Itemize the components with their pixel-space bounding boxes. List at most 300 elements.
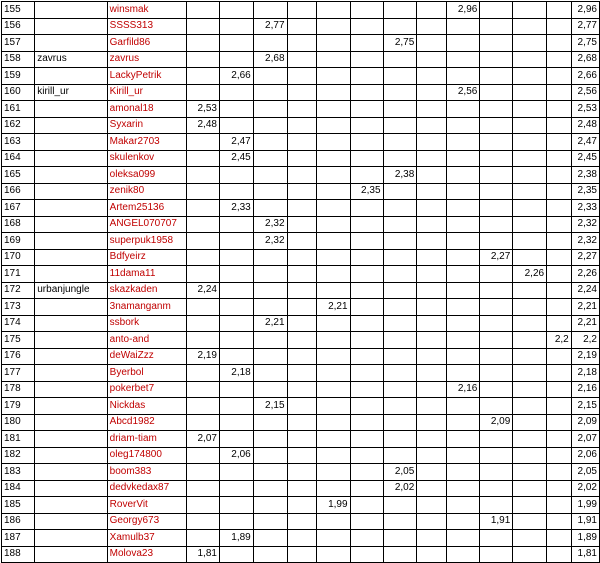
nickname-cell: anto-and [107, 332, 186, 349]
score-cell [350, 134, 383, 151]
score-cell [383, 18, 417, 35]
score-cell [417, 464, 446, 481]
table-row [2, 134, 600, 151]
score-cell [383, 431, 417, 448]
score-cell [446, 332, 480, 349]
nickname-cell: ssbork [107, 315, 186, 332]
score-cell [446, 101, 480, 118]
score-cell [417, 134, 446, 151]
rank-cell: 156 [2, 18, 35, 35]
score-cell [446, 216, 480, 233]
score-cell [186, 18, 219, 35]
score-cell [287, 266, 316, 283]
score-cell [350, 332, 383, 349]
score-cell [480, 447, 513, 464]
score-cell [383, 84, 417, 101]
score-cell [287, 447, 316, 464]
score-cell [350, 365, 383, 382]
score-cell [446, 266, 480, 283]
score-cell [480, 497, 513, 514]
score-cell [547, 84, 572, 101]
score-cell [316, 513, 350, 530]
score-cell [253, 150, 287, 167]
score-cell [480, 332, 513, 349]
score-cell [480, 117, 513, 134]
score-cell [186, 233, 219, 250]
score-cell [480, 101, 513, 118]
rank-cell: 186 [2, 513, 35, 530]
nickname-cell: zenik80 [107, 183, 186, 200]
score-cell [383, 414, 417, 431]
table-row [2, 447, 600, 464]
score-cell: 1,81 [186, 546, 219, 563]
score-cell [316, 464, 350, 481]
score-cell [287, 315, 316, 332]
score-cell [253, 348, 287, 365]
score-cell [417, 35, 446, 52]
total-cell: 2,38 [571, 167, 599, 184]
alias-cell [35, 216, 107, 233]
rank-cell: 157 [2, 35, 35, 52]
score-cell [287, 414, 316, 431]
ranking-table [1, 1, 600, 563]
score-cell [316, 530, 350, 547]
score-cell [287, 51, 316, 68]
score-cell: 1,89 [219, 530, 253, 547]
score-cell [417, 84, 446, 101]
score-cell [446, 431, 480, 448]
table-row [2, 398, 600, 415]
score-cell [316, 348, 350, 365]
score-cell [417, 381, 446, 398]
score-cell [446, 167, 480, 184]
score-cell [287, 299, 316, 316]
rank-cell: 164 [2, 150, 35, 167]
score-cell: 2,27 [480, 249, 513, 266]
score-cell [446, 183, 480, 200]
score-cell [316, 2, 350, 19]
nickname-cell: superpuk1958 [107, 233, 186, 250]
score-cell [316, 480, 350, 497]
score-cell [383, 365, 417, 382]
score-cell [350, 546, 383, 563]
rank-cell: 179 [2, 398, 35, 415]
score-cell [287, 365, 316, 382]
table-row [2, 233, 600, 250]
score-cell [350, 315, 383, 332]
alias-cell [35, 117, 107, 134]
score-cell [350, 68, 383, 85]
score-cell: 1,99 [316, 497, 350, 514]
score-cell [350, 233, 383, 250]
score-cell [513, 464, 547, 481]
score-cell [417, 51, 446, 68]
score-cell [186, 68, 219, 85]
alias-cell [35, 233, 107, 250]
score-cell [350, 266, 383, 283]
total-cell: 2,26 [571, 266, 599, 283]
nickname-cell: Byerbol [107, 365, 186, 382]
score-cell: 2,09 [480, 414, 513, 431]
score-cell [316, 546, 350, 563]
score-cell [316, 150, 350, 167]
nickname-cell: Syxarin [107, 117, 186, 134]
score-cell [446, 68, 480, 85]
score-cell [253, 68, 287, 85]
score-cell [417, 414, 446, 431]
alias-cell [35, 348, 107, 365]
score-cell [186, 84, 219, 101]
score-cell [219, 35, 253, 52]
nickname-cell: 11dama11 [107, 266, 186, 283]
score-cell [316, 35, 350, 52]
score-cell [547, 51, 572, 68]
alias-cell [35, 18, 107, 35]
score-cell [219, 315, 253, 332]
score-cell [513, 167, 547, 184]
score-cell [350, 497, 383, 514]
score-cell [350, 18, 383, 35]
total-cell: 2,2 [571, 332, 599, 349]
total-cell: 2,66 [571, 68, 599, 85]
score-cell [219, 332, 253, 349]
score-cell [547, 546, 572, 563]
score-cell [383, 332, 417, 349]
score-cell [287, 183, 316, 200]
score-cell [383, 2, 417, 19]
score-cell [316, 134, 350, 151]
score-cell [350, 447, 383, 464]
score-cell [513, 35, 547, 52]
score-cell [287, 68, 316, 85]
score-cell [186, 35, 219, 52]
score-cell [287, 546, 316, 563]
score-cell [383, 101, 417, 118]
score-cell: 2,56 [446, 84, 480, 101]
score-cell [186, 299, 219, 316]
nickname-cell: Georgy673 [107, 513, 186, 530]
score-cell [287, 216, 316, 233]
rank-cell: 162 [2, 117, 35, 134]
score-cell: 2,47 [219, 134, 253, 151]
score-cell [417, 233, 446, 250]
score-cell [480, 398, 513, 415]
table-row [2, 51, 600, 68]
score-cell [287, 2, 316, 19]
table-row [2, 480, 600, 497]
score-cell [480, 381, 513, 398]
score-cell [186, 365, 219, 382]
alias-cell: zavrus [35, 51, 107, 68]
score-cell [287, 18, 316, 35]
score-cell [547, 431, 572, 448]
nickname-cell: winsmak [107, 2, 186, 19]
score-cell [547, 414, 572, 431]
rank-cell: 175 [2, 332, 35, 349]
score-cell [350, 2, 383, 19]
score-cell [547, 18, 572, 35]
total-cell: 2,33 [571, 200, 599, 217]
table-row [2, 101, 600, 118]
score-cell [547, 398, 572, 415]
score-cell [480, 134, 513, 151]
total-cell: 2,32 [571, 216, 599, 233]
score-cell [186, 414, 219, 431]
score-cell [219, 398, 253, 415]
score-cell: 2,68 [253, 51, 287, 68]
score-cell: 2,2 [547, 332, 572, 349]
score-cell [383, 497, 417, 514]
nickname-cell: SSSS313 [107, 18, 186, 35]
score-cell [219, 431, 253, 448]
score-cell [287, 497, 316, 514]
nickname-cell: Garfild86 [107, 35, 186, 52]
score-cell [219, 414, 253, 431]
score-cell [316, 315, 350, 332]
total-cell: 2,47 [571, 134, 599, 151]
score-cell [186, 2, 219, 19]
score-cell [253, 365, 287, 382]
table-row [2, 68, 600, 85]
score-cell [480, 282, 513, 299]
score-cell [446, 464, 480, 481]
rank-cell: 159 [2, 68, 35, 85]
score-cell [547, 299, 572, 316]
total-cell: 2,45 [571, 150, 599, 167]
rank-cell: 188 [2, 546, 35, 563]
score-cell [480, 546, 513, 563]
alias-cell [35, 398, 107, 415]
alias-cell: kirill_ur [35, 84, 107, 101]
score-cell [480, 480, 513, 497]
score-cell [219, 249, 253, 266]
score-cell [513, 216, 547, 233]
table-row [2, 35, 600, 52]
total-cell: 2,77 [571, 18, 599, 35]
score-cell: 2,35 [350, 183, 383, 200]
table-row [2, 150, 600, 167]
score-cell [480, 464, 513, 481]
score-cell [513, 480, 547, 497]
score-cell [446, 480, 480, 497]
total-cell: 2,75 [571, 35, 599, 52]
total-cell: 2,68 [571, 51, 599, 68]
score-cell [446, 299, 480, 316]
score-cell [383, 200, 417, 217]
table-row [2, 200, 600, 217]
score-cell [513, 348, 547, 365]
table-row [2, 167, 600, 184]
score-cell [186, 513, 219, 530]
score-cell [253, 117, 287, 134]
nickname-cell: amonal18 [107, 101, 186, 118]
alias-cell [35, 266, 107, 283]
score-cell [417, 332, 446, 349]
score-cell [480, 233, 513, 250]
score-cell [513, 299, 547, 316]
score-cell [547, 101, 572, 118]
alias-cell [35, 35, 107, 52]
score-cell [219, 167, 253, 184]
score-cell [547, 530, 572, 547]
score-cell: 2,19 [186, 348, 219, 365]
score-cell [253, 431, 287, 448]
score-cell [316, 249, 350, 266]
score-cell: 2,05 [383, 464, 417, 481]
table-row [2, 2, 600, 19]
score-cell [350, 200, 383, 217]
nickname-cell: Abcd1982 [107, 414, 186, 431]
score-cell [446, 51, 480, 68]
nickname-cell: skulenkov [107, 150, 186, 167]
score-cell [417, 546, 446, 563]
rank-cell: 182 [2, 447, 35, 464]
alias-cell [35, 546, 107, 563]
score-cell [253, 84, 287, 101]
nickname-cell: skazkaden [107, 282, 186, 299]
score-cell [417, 315, 446, 332]
rank-cell: 178 [2, 381, 35, 398]
score-cell [446, 117, 480, 134]
score-cell [350, 513, 383, 530]
rank-cell: 155 [2, 2, 35, 19]
table-row [2, 266, 600, 283]
alias-cell [35, 2, 107, 19]
score-cell [513, 18, 547, 35]
score-cell [350, 117, 383, 134]
rank-cell: 180 [2, 414, 35, 431]
score-cell [287, 381, 316, 398]
rank-cell: 163 [2, 134, 35, 151]
total-cell: 2,05 [571, 464, 599, 481]
score-cell [513, 365, 547, 382]
score-cell [350, 282, 383, 299]
score-cell [513, 398, 547, 415]
score-cell [417, 348, 446, 365]
nickname-cell: oleksa099 [107, 167, 186, 184]
score-cell: 2,32 [253, 216, 287, 233]
alias-cell: urbanjungle [35, 282, 107, 299]
score-cell [547, 464, 572, 481]
score-cell [350, 530, 383, 547]
score-cell [186, 266, 219, 283]
alias-cell [35, 332, 107, 349]
score-cell [253, 381, 287, 398]
score-cell [253, 480, 287, 497]
score-cell [446, 447, 480, 464]
score-cell [287, 480, 316, 497]
table-row [2, 315, 600, 332]
score-cell [253, 546, 287, 563]
score-cell [350, 101, 383, 118]
score-cell [480, 348, 513, 365]
score-cell [186, 315, 219, 332]
total-cell: 1,91 [571, 513, 599, 530]
score-cell [417, 299, 446, 316]
score-cell [253, 134, 287, 151]
rank-cell: 177 [2, 365, 35, 382]
score-cell [287, 233, 316, 250]
score-cell [219, 381, 253, 398]
score-cell [350, 35, 383, 52]
score-cell [219, 464, 253, 481]
score-cell [253, 332, 287, 349]
score-cell [287, 332, 316, 349]
total-cell: 2,07 [571, 431, 599, 448]
score-cell: 2,15 [253, 398, 287, 415]
score-cell [513, 381, 547, 398]
score-cell [350, 51, 383, 68]
nickname-cell: ANGEL070707 [107, 216, 186, 233]
score-cell [383, 447, 417, 464]
rank-cell: 173 [2, 299, 35, 316]
score-cell [219, 348, 253, 365]
total-cell: 1,89 [571, 530, 599, 547]
score-cell [417, 480, 446, 497]
nickname-cell: dedvkedax87 [107, 480, 186, 497]
score-cell [219, 513, 253, 530]
score-cell [219, 282, 253, 299]
score-cell [446, 530, 480, 547]
score-cell [350, 150, 383, 167]
total-cell: 2,09 [571, 414, 599, 431]
rank-cell: 170 [2, 249, 35, 266]
score-cell [446, 398, 480, 415]
alias-cell [35, 497, 107, 514]
score-cell [513, 497, 547, 514]
score-cell [219, 2, 253, 19]
score-cell [446, 150, 480, 167]
score-cell [513, 117, 547, 134]
total-cell: 1,99 [571, 497, 599, 514]
score-cell [253, 299, 287, 316]
score-cell [287, 117, 316, 134]
table-row [2, 497, 600, 514]
nickname-cell: driam-tiam [107, 431, 186, 448]
total-cell: 2,48 [571, 117, 599, 134]
score-cell [350, 84, 383, 101]
score-cell [547, 150, 572, 167]
score-cell [547, 480, 572, 497]
nickname-cell: Artem25136 [107, 200, 186, 217]
nickname-cell: Bdfyeirz [107, 249, 186, 266]
score-cell [350, 431, 383, 448]
score-cell [383, 134, 417, 151]
total-cell: 2,15 [571, 398, 599, 415]
score-cell [383, 348, 417, 365]
score-cell [383, 398, 417, 415]
rank-cell: 172 [2, 282, 35, 299]
total-cell: 2,96 [571, 2, 599, 19]
score-cell [383, 266, 417, 283]
score-cell [316, 18, 350, 35]
table-row [2, 431, 600, 448]
nickname-cell: boom383 [107, 464, 186, 481]
score-cell [219, 546, 253, 563]
score-cell [547, 348, 572, 365]
score-cell: 2,53 [186, 101, 219, 118]
score-cell [219, 51, 253, 68]
score-cell [446, 233, 480, 250]
nickname-cell: LackyPetrik [107, 68, 186, 85]
alias-cell [35, 299, 107, 316]
alias-cell [35, 183, 107, 200]
score-cell [186, 200, 219, 217]
score-cell [417, 431, 446, 448]
table-row [2, 117, 600, 134]
score-cell [480, 200, 513, 217]
table-row [2, 183, 600, 200]
